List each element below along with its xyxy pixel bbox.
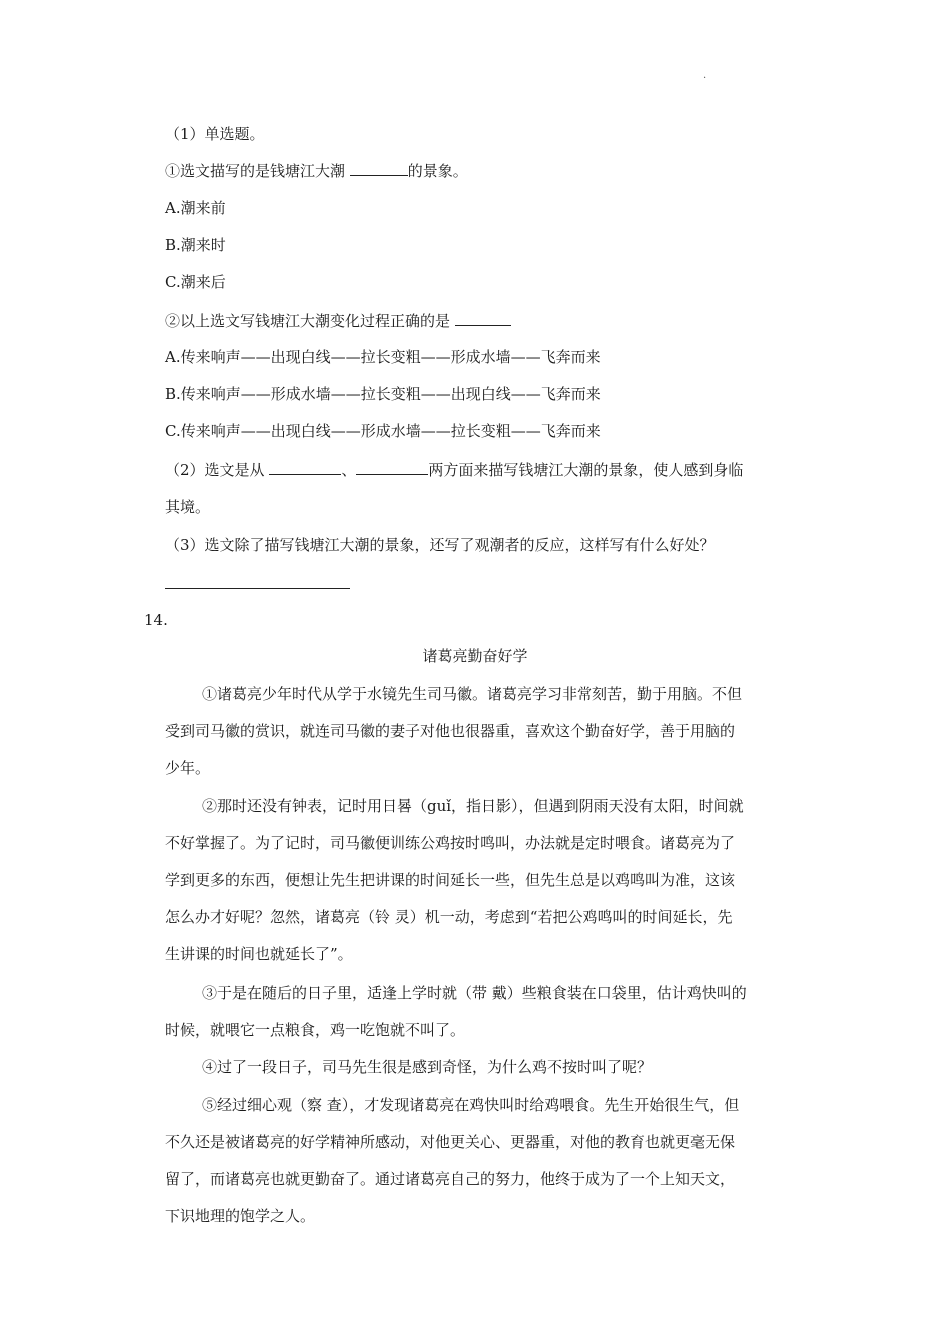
passage-line: 受到司马徽的赏识，就连司马徽的妻子对他也很器重，喜欢这个勤奋好学，善于用脑的	[165, 722, 736, 740]
passage-line: 时候，就喂它一点粮食，鸡一吃饱就不叫了。	[165, 1021, 466, 1039]
passage-line: 学到更多的东西，便想让先生把讲课的时间延长一些，但先生总是以鸡鸣叫为准，这该	[165, 871, 736, 889]
passage-line: 下识地理的饱学之人。	[165, 1207, 316, 1225]
q13-part3: （3）选文除了描写钱塘江大潮的景象，还写了观潮者的反应，这样写有什么好处？	[165, 536, 715, 554]
answer-blank[interactable]	[269, 460, 341, 475]
answer-line[interactable]	[165, 588, 350, 589]
q13-sub2-stem-text: ②以上选文写钱塘江大潮变化过程正确的是	[165, 312, 455, 330]
passage-line: 少年。	[165, 759, 211, 777]
passage-line: 不久还是被诸葛亮的好学精神所感动，对他更关心、更器重，对他的教育也就更毫无保	[165, 1133, 736, 1151]
q13-sub1-stem-before: ①选文描写的是钱塘江大潮	[165, 162, 350, 180]
q13-sub2-option-c: C.传来响声——出现白线——形成水墙——拉长变粗——飞奔而来	[165, 422, 601, 440]
passage-line: ④过了一段日子，司马先生很是感到奇怪，为什么鸡不按时叫了呢？	[202, 1058, 653, 1076]
passage-line: 不好掌握了。为了记时，司马徽便训练公鸡按时鸣叫，办法就是定时喂食。诸葛亮为了	[165, 834, 736, 852]
q13-part1-label: （1）单选题。	[165, 125, 265, 143]
page-marker: .	[703, 70, 707, 81]
q13-sub2-option-a: A.传来响声——出现白线——拉长变粗——形成水墙——飞奔而来	[165, 348, 601, 366]
passage-line: ③于是在随后的日子里，适逢上学时就（带 戴）些粮食装在口袋里，估计鸡快叫的	[202, 984, 747, 1002]
answer-blank[interactable]	[356, 460, 428, 475]
q13-sub1-option-a: A.潮来前	[165, 199, 226, 217]
q13-part2-cont: 其境。	[165, 498, 211, 516]
q14-number: 14.	[144, 611, 168, 629]
passage-line: ②那时还没有钟表，记时用日晷（guǐ，指日影），但遇到阴雨天没有太阳，时间就	[202, 797, 744, 815]
passage-title: 诸葛亮勤奋好学	[422, 647, 528, 665]
answer-blank[interactable]	[455, 311, 511, 326]
q13-sub1-option-b: B.潮来时	[165, 236, 226, 254]
passage-line: 留了，而诸葛亮也就更勤奋了。通过诸葛亮自己的努力，他终于成为了一个上知天文，	[165, 1170, 736, 1188]
q13-part2-after: 两方面来描写钱塘江大潮的景象，使人感到身临	[428, 461, 744, 479]
q13-sub1-stem	[165, 161, 468, 181]
q13-sub1-option-c: C.潮来后	[165, 273, 226, 291]
answer-blank[interactable]	[350, 161, 408, 176]
passage-line: ⑤经过细心观（察 查），才发现诸葛亮在鸡快叫时给鸡喂食。先生开始很生气，但	[202, 1096, 740, 1114]
q13-part2-before: （2）选文是从	[165, 461, 270, 479]
passage-line: 生讲课的时间也就延长了”。	[165, 945, 353, 963]
q13-sub2-stem	[165, 311, 511, 331]
q13-sub2-option-b: B.传来响声——形成水墙——拉长变粗——出现白线——飞奔而来	[165, 385, 601, 403]
passage-line: 怎么办才好呢？忽然，诸葛亮（铃 灵）机一动，考虑到“若把公鸡鸣叫的时间延长，先	[165, 908, 733, 926]
q13-sub1-stem-after: 的景象。	[407, 162, 468, 180]
q13-part2	[165, 460, 743, 480]
q13-part2-middle: 、	[341, 461, 357, 479]
passage-line: ①诸葛亮少年时代从学于水镜先生司马徽。诸葛亮学习非常刻苦，勤于用脑。不但	[202, 685, 743, 703]
